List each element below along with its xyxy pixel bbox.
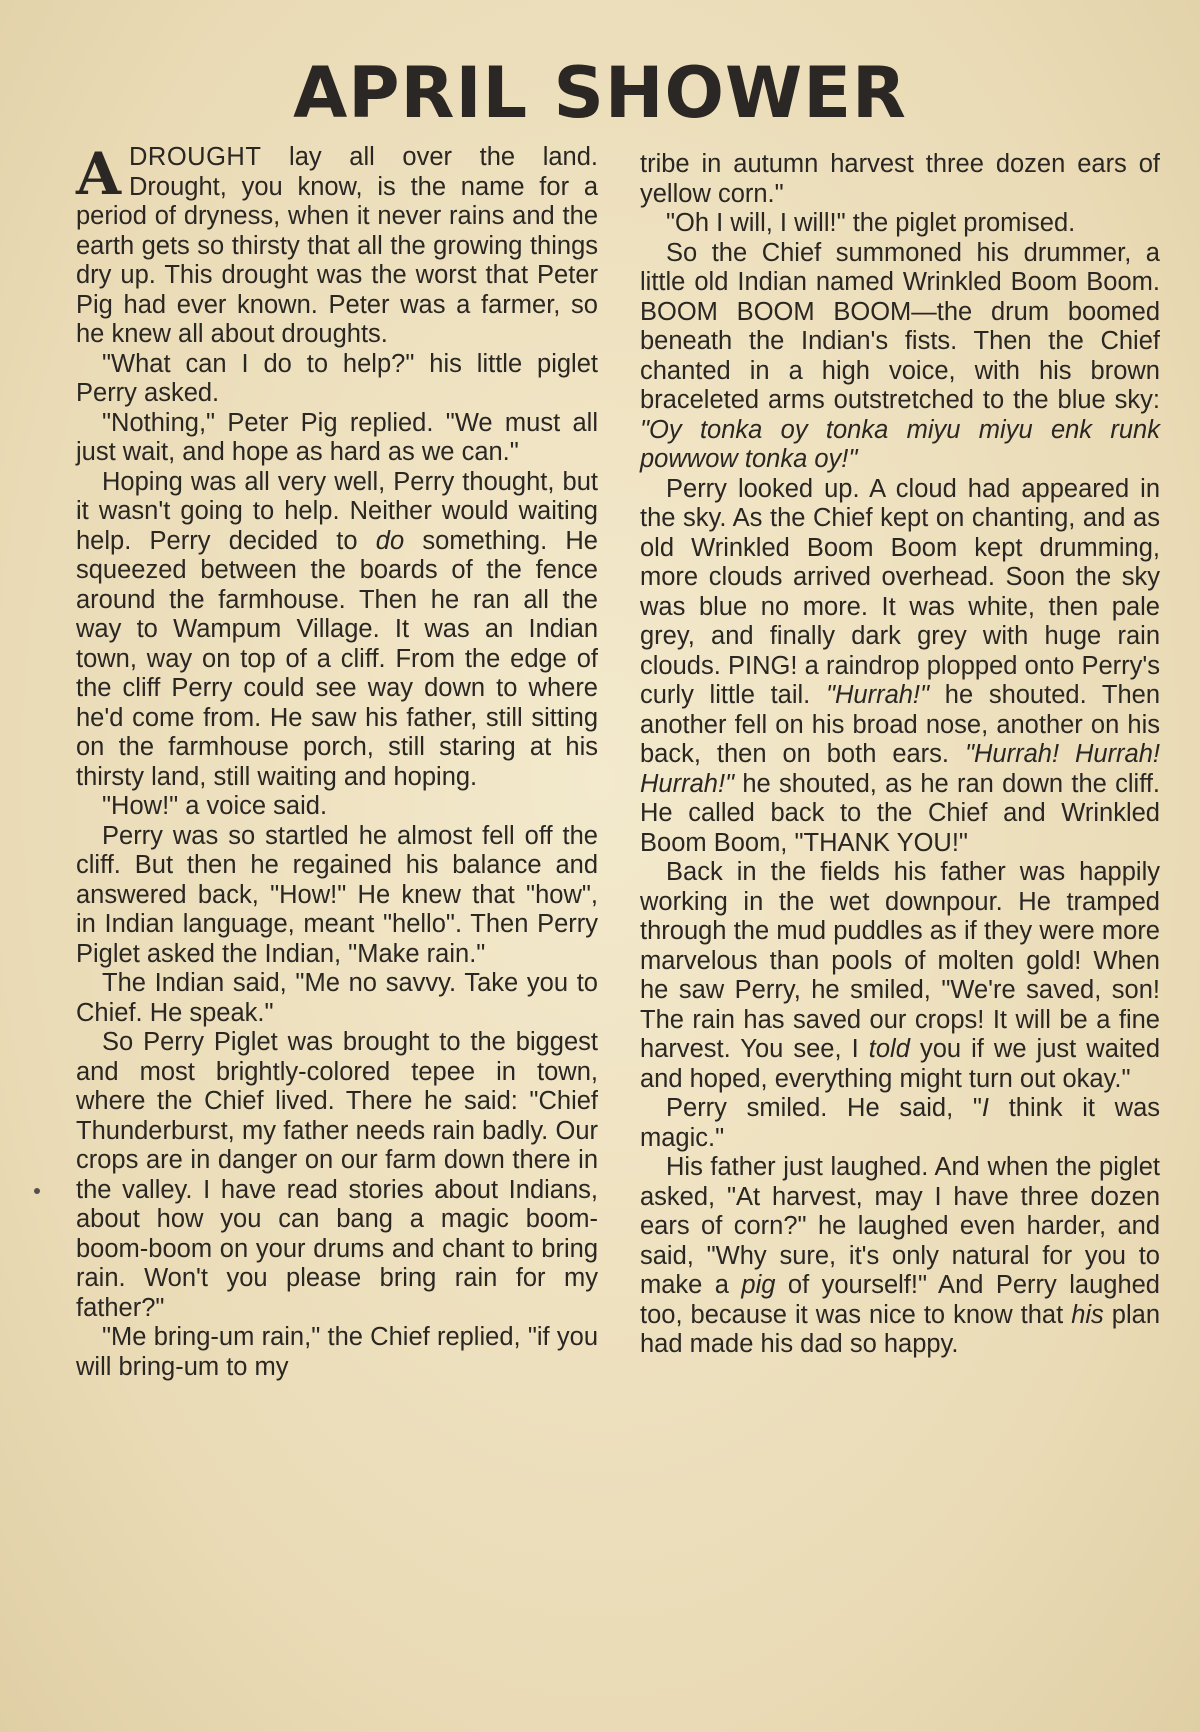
paragraph: "Oh I will, I will!" the piglet promised. <box>666 209 1076 237</box>
paragraph <box>640 858 1160 1094</box>
drop-cap: A <box>76 140 122 208</box>
paragraph: "Me bring-um rain," the Chief replied, "if you will bring-um to my <box>76 1323 598 1381</box>
story-title: APRIL SHOWER <box>293 52 907 134</box>
left-column <box>76 140 598 1382</box>
paragraph <box>640 1153 1160 1360</box>
right-column <box>640 150 1160 1360</box>
ink-speck <box>34 1188 40 1194</box>
paragraph: tribe in autumn harvest three dozen ears of yellow corn." <box>640 150 1160 208</box>
emphasis: "Hurrah! Hurrah! Hurrah!" <box>640 740 1160 798</box>
lead-word: DROUGHT <box>129 143 262 171</box>
paragraph <box>640 475 1160 859</box>
emphasis: told <box>868 1035 910 1063</box>
paragraph: "Nothing," Peter Pig replied. "We must all just wait, and hope as hard as we can." <box>76 408 598 466</box>
paragraph <box>640 1094 1160 1153</box>
paragraph-text: of yourself!" And Perry laughed too, because it was nice to know that <box>640 1271 1160 1329</box>
paragraph-text: something. He squeezed between the boards of the fence around the farmhouse. Then he ran all the way to Wampum Village. It was an Indian town, way on top of a cliff. From the edge of the cliff Perry could see way down to where he'd come from. He saw his father, still sitting on the farmhouse porch, still staring at his thirsty land, still waiting and hoping. <box>76 526 598 791</box>
paragraph-text: lay all over the land. Drought, you know, is the name for a period of dryness, when it never rains and the earth gets so thirsty that all the growing things dry up. This drought was the worst that Peter Pig had ever known. Peter was a farmer, so he knew all about droughts. <box>76 143 598 348</box>
paragraph-text: Perry smiled. He said, " <box>666 1094 982 1122</box>
paragraph: "How!" a voice said. <box>102 792 328 820</box>
emphasis: I <box>981 1094 990 1122</box>
paragraph: Perry was so startled he almost fell off the cliff. But then he regained his balance and answered back, "How!" He knew that "how", in Indian language, meant "hello". Then Perry Piglet asked the Indian, "Make rain." <box>76 821 598 968</box>
paragraph <box>76 468 598 793</box>
emphasis: pig <box>741 1271 776 1299</box>
emphasis: do <box>375 526 405 555</box>
paragraph: "What can I do to help?" his little piglet Perry asked. <box>76 349 598 407</box>
paragraph-text: So the Chief summoned his drummer, a little old Indian named Wrinkled Boom Boom. BOOM BOOM BOOM—the drum boomed beneath the Indian's fists. Then the Chief chanted in a high voice, with his brown braceleted arms outstretched to the blue sky: <box>640 238 1160 414</box>
paragraph-text: Hoping was all very well, Perry thought, but it wasn't going to help. Neither would waiting help. Perry decided to <box>76 467 598 555</box>
paragraph <box>76 140 598 350</box>
paragraph-text: think it was magic." <box>640 1094 1161 1152</box>
paragraph-text: he shouted, as he ran down the cliff. He called back to the Chief and Wrinkled Boom Boom, "THANK YOU!" <box>640 769 1160 857</box>
paragraph: The Indian said, "Me no savvy. Take you to Chief. He speak." <box>76 969 598 1027</box>
chant-text: "Oy tonka oy tonka miyu miyu enk runk powwow tonka oy!" <box>640 415 1160 473</box>
paragraph-text: you if we just waited and hoped, everything might turn out okay." <box>640 1035 1160 1093</box>
paragraph-text: he shouted. Then another fell on his broad nose, another on his back, then on both ears. <box>640 681 1160 768</box>
emphasis: his <box>1071 1300 1104 1329</box>
paragraph-text: His father just laughed. And when the piglet asked, "At harvest, may I have three dozen ears of corn?" he laughed even harder, and said, "Why sure, it's only natural for you to make a <box>640 1153 1160 1299</box>
emphasis: "Hurrah!" <box>825 681 930 709</box>
paragraph-text: plan had made his dad so happy. <box>640 1300 1161 1358</box>
paragraph-text: Back in the fields his father was happily working in the wet downpour. He tramped through the mud puddles as if they were more marvelous than pools of molten gold! When he saw Perry, he smiled, "We're saved, son! The rain has saved our crops! It will be a fine harvest. You see, I <box>640 858 1160 1063</box>
paragraph <box>640 239 1160 475</box>
paragraph: So Perry Piglet was brought to the biggest and most brightly-colored tepee in town, where the Chief lived. There he said: "Chief Thunderburst, my father needs rain badly. Our crops are in danger on our farm down there in the valley. I have read stories about Indians, about how you can bang a magic boom-boom-boom on your drums and chant to bring rain. Won't you please bring rain for my father?" <box>76 1028 598 1322</box>
paragraph-text: Perry looked up. A cloud had appeared in the sky. As the Chief kept on chanting, and as old Wrinkled Boom Boom kept drumming, more clouds arrived overhead. Soon the sky was blue no more. It was white, then pale grey, and finally dark grey with huge rain clouds. PING! a raindrop plopped onto Perry's curly little tail. <box>640 474 1160 709</box>
